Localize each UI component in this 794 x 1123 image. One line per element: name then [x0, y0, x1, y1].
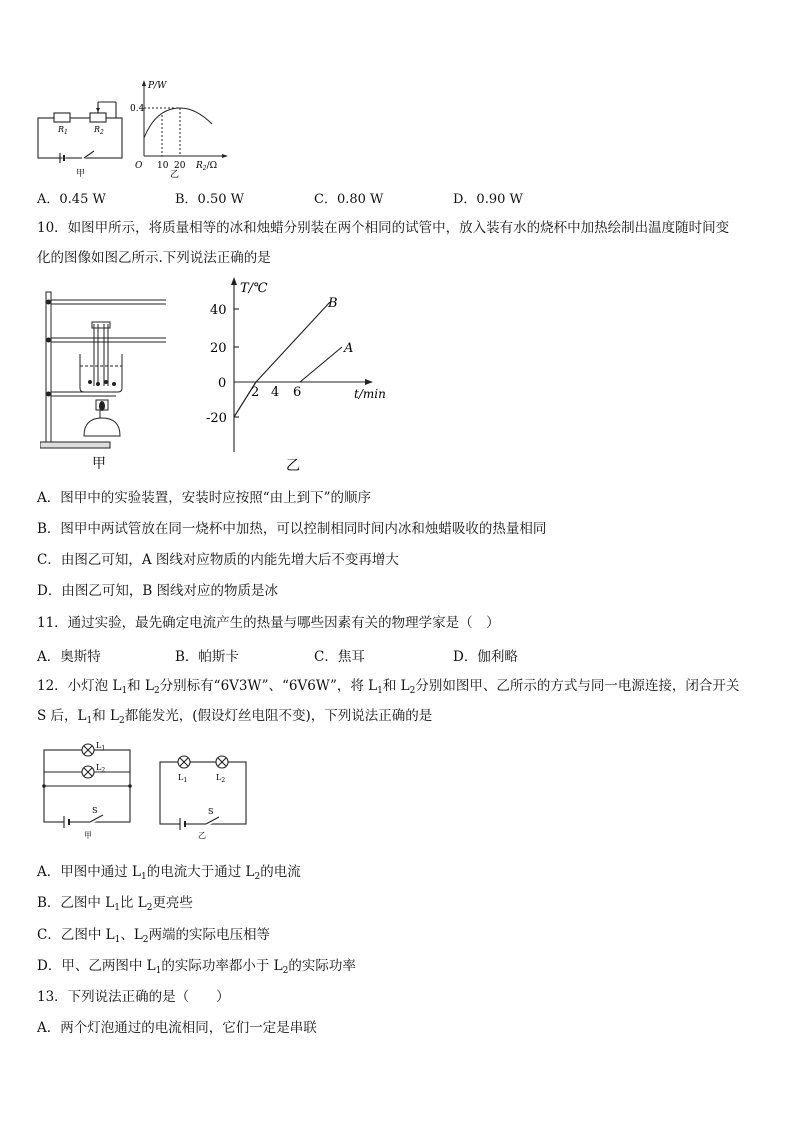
- q12-stem-line1: 12．小灯泡 $L_1$和 $L_2$分别标有“6V3W”、“6V6W”，将 $L_1$和 $L_2$分别如图甲、乙所示的方式与同一电源连接，闭合开关: [37, 678, 740, 696]
- q10-option-c[interactable]: C．由图乙可知，A 图线对应物质的内能先增大后不变再增大: [37, 552, 399, 568]
- q10-option-d[interactable]: D．由图乙可知，B 图线对应的物质是冰: [37, 583, 279, 599]
- q13-stem: 13．下列说法正确的是（ ）: [37, 989, 230, 1005]
- q12-option-a[interactable]: A．甲图中通过 $L_1$的电流大于通过 $L_2$的电流: [37, 864, 301, 882]
- svg-text:L2: $L_2$: [216, 773, 226, 784]
- q11-option-b[interactable]: B．帕斯卡: [175, 649, 239, 665]
- y-tick-label-neg20: -20: [206, 411, 227, 426]
- q12-option-b[interactable]: B．乙图中 $L_1$比 $L_2$更亮些: [37, 895, 193, 913]
- fig-jia-caption: 甲: [76, 169, 86, 178]
- q12-option-d[interactable]: D．甲、乙两图中 $L_1$的实际功率都小于 $L_2$的实际功率: [37, 958, 356, 976]
- y-tick-label-0: 0: [218, 376, 227, 391]
- q10-apparatus-figure: [40, 286, 170, 476]
- q12-option-c[interactable]: C．乙图中 $L_1$、$L_2$两端的实际电压相等: [37, 927, 271, 945]
- q10-option-a[interactable]: A．图甲中的实验装置，安装时应按照“由上到下”的顺序: [37, 490, 372, 506]
- q11-option-c[interactable]: C．焦耳: [314, 649, 365, 665]
- q13-option-a[interactable]: A．两个灯泡通过的电流相同，它们一定是串联: [37, 1020, 317, 1036]
- x-tick-label-2: 2: [251, 385, 260, 400]
- x-tick-label-6: 6: [293, 385, 302, 400]
- q9-power-graph: [130, 78, 230, 178]
- svg-text:L1: $L_1$: [178, 773, 188, 784]
- q12-fig-yi-caption: 乙: [198, 831, 206, 840]
- svg-text:L2: $L_2$: [96, 763, 106, 774]
- svg-text:L1: $L_1$: [96, 742, 106, 752]
- q9-option-c[interactable]: C．0.80 W: [314, 192, 384, 207]
- q10-temperature-chart: [196, 274, 396, 474]
- q10-fig-yi-caption: 乙: [286, 458, 300, 474]
- svg-text:S: S: [208, 807, 214, 816]
- chart-xlabel: t/min: [354, 387, 386, 401]
- q10-fig-jia-caption: 甲: [92, 456, 106, 472]
- r1-label: $R_1$: [58, 125, 68, 136]
- q10-stem-line2: 化的图像如图乙所示.下列说法正确的是: [37, 250, 271, 266]
- y-tick-label-20: 20: [210, 341, 227, 356]
- q9-origin: O: [135, 161, 143, 171]
- series-b-label: B: [328, 296, 338, 311]
- q9-xlabel: $R_2/\Omega$: [196, 161, 218, 172]
- q12-circuit-yi: [156, 750, 256, 840]
- q12-stem-line2: S 后，$L_1$和 $L_2$都能发光，(假设灯丝电阻不变)，下列说法正确的是: [37, 708, 433, 726]
- q10-stem-line1: 10．如图甲所示，将质量相等的冰和烛蜡分别装在两个相同的试管中，放入装有水的烧杯中加热绘制出温度随时间变: [37, 220, 730, 236]
- q9-xtick-10: 10: [157, 161, 169, 171]
- q12-fig-jia-caption: 甲: [84, 831, 92, 840]
- q11-option-d[interactable]: D．伽利略: [453, 649, 518, 665]
- q11-option-a[interactable]: A．奥斯特: [37, 649, 101, 665]
- x-tick-label-4: 4: [271, 385, 280, 400]
- series-b-line: [234, 302, 330, 417]
- q9-option-b[interactable]: B．0.50 W: [175, 192, 244, 207]
- q9-option-a[interactable]: A．0.45 W: [37, 192, 106, 207]
- chart-ylabel: T/℃: [240, 281, 268, 296]
- q9-option-d[interactable]: D．0.90 W: [453, 192, 523, 207]
- y-tick-label-40: 40: [210, 303, 227, 318]
- svg-text:S: S: [92, 806, 98, 815]
- q9-ylabel: P/W: [148, 81, 167, 91]
- q10-option-b[interactable]: B．图甲中两试管放在同一烧杯中加热，可以控制相同时间内冰和烛蜡吸收的热量相同: [37, 521, 547, 537]
- q11-stem: 11．通过实验，最先确定电流产生的热量与哪些因素有关的物理学家是（ ）: [37, 615, 500, 631]
- q9-xtick-20: 20: [174, 161, 186, 171]
- q9-fig-yi-caption: 乙: [170, 170, 180, 178]
- q9-circuit-figure: [36, 96, 126, 178]
- q12-circuit-jia: [40, 742, 140, 840]
- series-a-label: A: [344, 341, 354, 356]
- q9-ytick: 0.4: [130, 104, 145, 114]
- r2-label: $R_2$: [94, 125, 104, 136]
